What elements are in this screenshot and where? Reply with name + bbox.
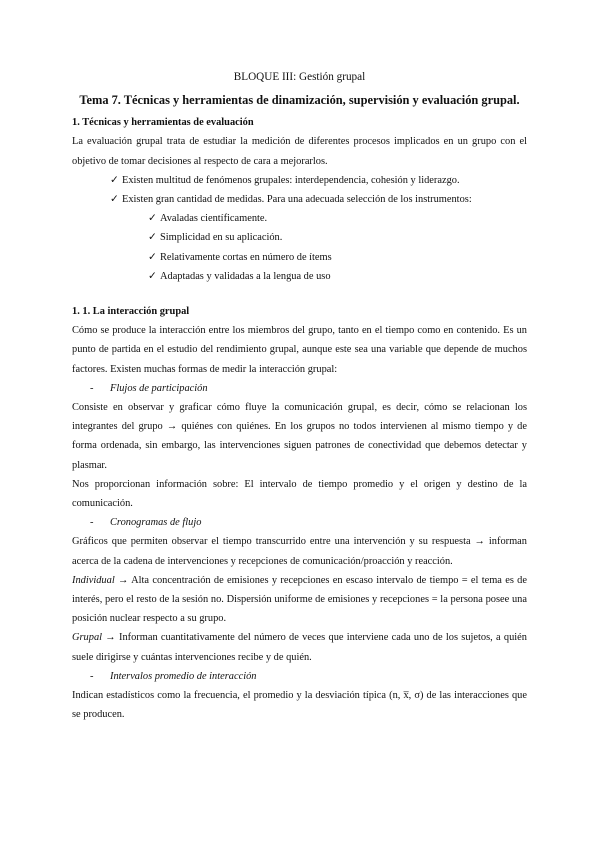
- dash-marker: -: [90, 382, 94, 394]
- subheading-text: Flujos de participación: [110, 382, 208, 394]
- sub-bullet-item: [72, 209, 527, 228]
- check-icon: ✓: [110, 194, 119, 206]
- intervalos-paragraph-1: Indican estadísticos como la frecuencia, el promedio y la desviación típica (n, x̅, σ) de las interacciones que se producen.: [72, 690, 527, 721]
- grupal-text: → Informan cuantitativamente del número de veces que interviene cada uno de los sujetos, a quién suele dirigirse y cuántas intervenciones recibe y de quién.: [72, 632, 527, 663]
- section-1-1-title: 1. 1. La interacción grupal: [72, 306, 190, 318]
- bullet-text: Existen multitud de fenómenos grupales: interdependencia, cohesión y liderazgo.: [122, 174, 460, 186]
- individual-paragraph: [72, 571, 527, 629]
- check-icon: ✓: [148, 213, 157, 225]
- dash-marker: -: [90, 670, 94, 682]
- sub-bullet-item: [72, 228, 527, 247]
- sub-bullet-item: [72, 267, 527, 286]
- sub-bullet-item: [72, 248, 527, 267]
- sub-bullet-text: Relativamente cortas en número de ítems: [160, 251, 332, 263]
- sub-bullet-text: Avaladas científicamente.: [160, 213, 268, 225]
- check-icon: ✓: [148, 270, 157, 282]
- grupal-label: Grupal: [72, 632, 103, 644]
- check-icon: ✓: [148, 232, 157, 244]
- flujos-paragraph-1: Consiste en observar y graficar cómo fluye la comunicación grupal, es decir, cómo se relacionan los integrantes del grupo → quiénes con quiénes. En los grupos no todos intervienen al mismo tiempo y de forma ordenada, sin embargo, las intervenciones siguen patrones de conectividad que debemos detectar y plasmar.: [72, 402, 527, 471]
- bullet-text: Existen gran cantidad de medidas. Para una adecuada selección de los instrumentos:: [122, 194, 472, 206]
- subheading-text: Intervalos promedio de interacción: [110, 670, 257, 682]
- individual-text: → Alta concentración de emisiones y recepciones en escaso intervalo de tiempo = el tema es de interés, pero el resto de la sesión no. Dispersión uniforme de emisiones y recepciones = la persona posee una posición nuclear respecto a su grupo.: [72, 574, 527, 625]
- sub-bullet-text: Simplicidad en su aplicación.: [160, 232, 283, 244]
- check-icon: ✓: [148, 251, 157, 263]
- subheading-intervalos: [72, 667, 527, 686]
- topic-title: Tema 7. Técnicas y herramientas de dinamización, supervisión y evaluación grupal.: [79, 93, 520, 108]
- section-1-title: 1. Técnicas y herramientas de evaluación: [72, 117, 254, 129]
- bullet-item: [72, 171, 527, 190]
- subheading-text: Cronogramas de flujo: [110, 517, 202, 529]
- subheading-flujos: [72, 379, 527, 398]
- sub-bullet-text: Adaptadas y validadas a la lengua de uso: [160, 270, 331, 282]
- bullet-item: [72, 190, 527, 209]
- grupal-paragraph: [72, 628, 527, 666]
- document-content: [72, 68, 527, 725]
- cronogramas-paragraph-1: Gráficos que permiten observar el tiempo transcurrido entre una intervención y su respuesta → informan acerca de la cadena de intervenciones y recepciones de comunicación/proacción y reacción.: [72, 536, 527, 567]
- subheading-cronogramas: [72, 513, 527, 532]
- section-1-intro: La evaluación grupal trata de estudiar la medición de diferentes procesos implicados en un grupo con el objetivo de tomar decisiones al respecto de cara a mejorarlos.: [72, 136, 527, 167]
- section-1-1-intro: Cómo se produce la interacción entre los miembros del grupo, tanto en el tiempo como en contenido. Es un punto de partida en el estudio del rendimiento grupal, aunque este sea una variable que depende de muchos factores. Existen muchas formas de medir la interacción grupal:: [72, 325, 527, 375]
- dash-marker: -: [90, 517, 94, 529]
- check-icon: ✓: [110, 174, 119, 186]
- individual-label: Individual: [72, 574, 115, 586]
- spacer: [72, 286, 527, 300]
- block-heading: BLOQUE III: Gestión grupal: [233, 71, 366, 83]
- flujos-paragraph-2: Nos proporcionan información sobre: El intervalo de tiempo promedio y el origen y destino de la comunicación.: [72, 478, 527, 510]
